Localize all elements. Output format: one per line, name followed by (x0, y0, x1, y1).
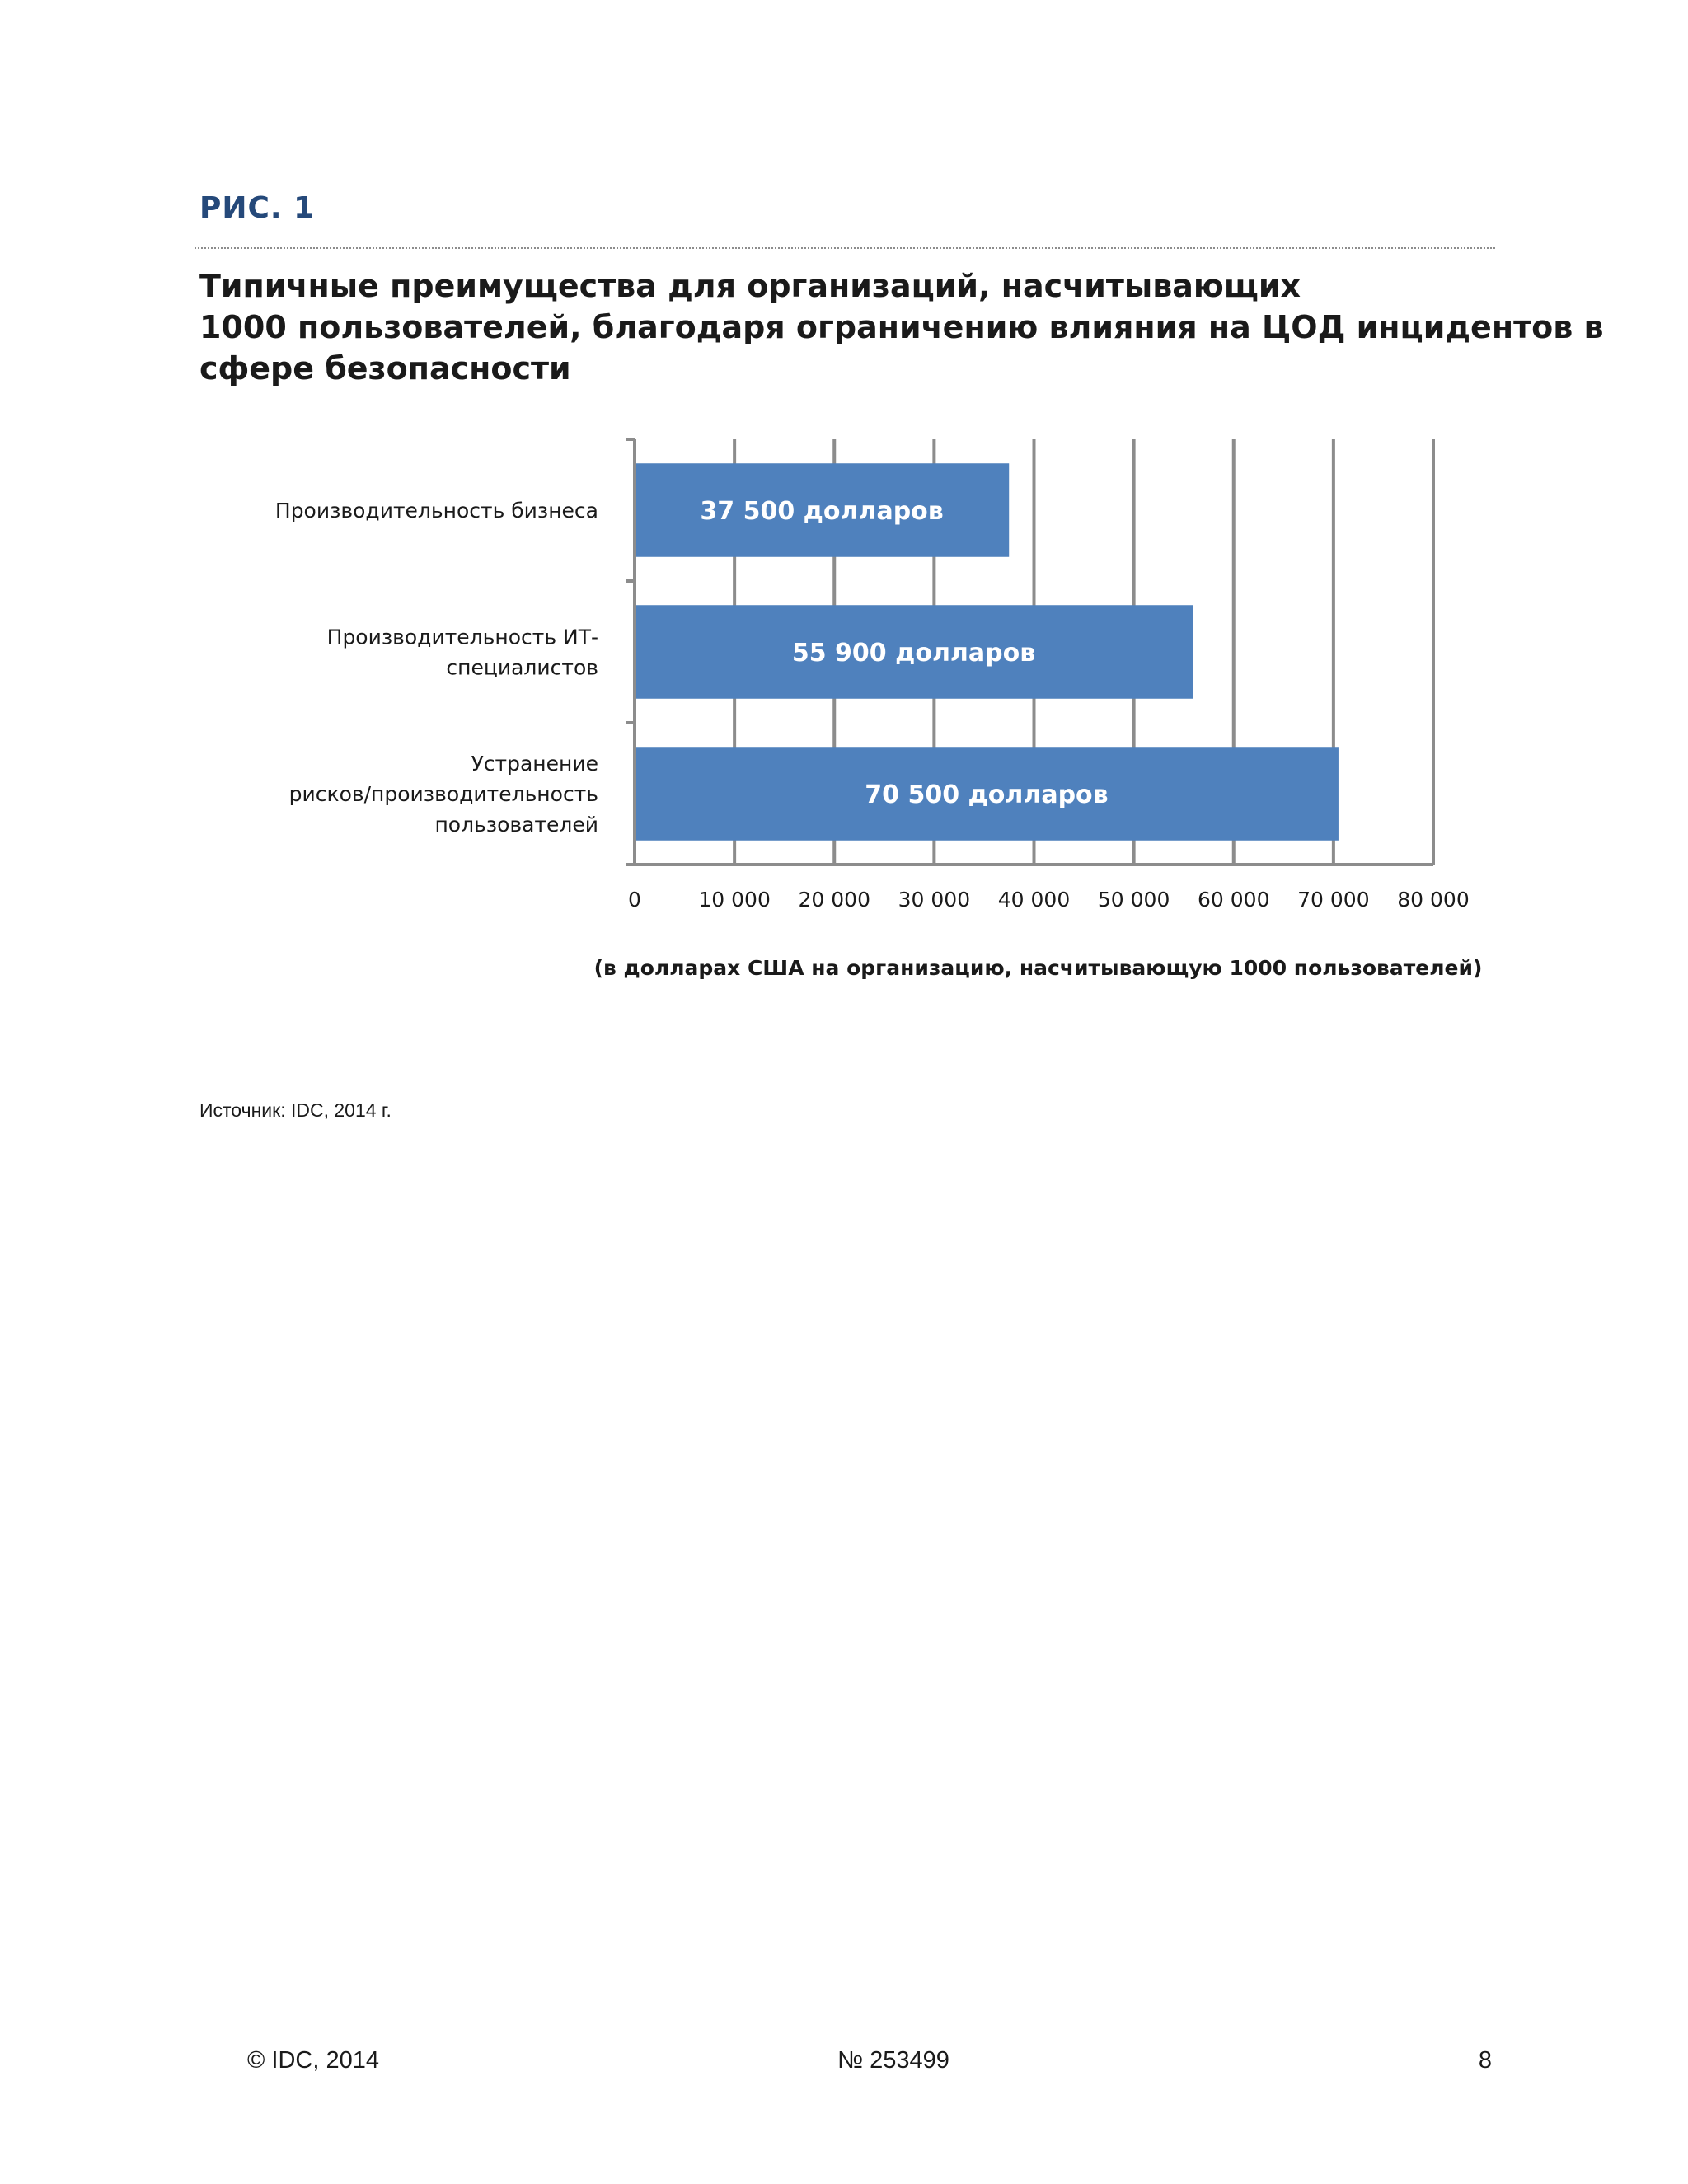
x-tick-label: 60 000 (1198, 888, 1270, 912)
bar-data-label: 70 500 долларов (865, 780, 1109, 809)
x-tick-label: 70 000 (1297, 888, 1370, 912)
bar-chart (0, 0, 1688, 1030)
source-note: Источник: IDC, 2014 г. (199, 1099, 392, 1121)
figure-title-line: 1000 пользователей, благодаря ограничению влияния на ЦОД инцидентов в (199, 309, 1604, 345)
category-label: Производительность ИТ- (326, 625, 598, 649)
footer-copyright: © IDC, 2014 (247, 2047, 379, 2074)
x-tick-label: 20 000 (798, 888, 870, 912)
category-label: пользователей (434, 813, 598, 837)
x-tick-label: 10 000 (698, 888, 771, 912)
figure-label: РИС. 1 (199, 191, 316, 225)
x-tick-label: 40 000 (997, 888, 1071, 912)
category-label: рисков/производительность (288, 782, 598, 806)
figure-title-line: сфере безопасности (199, 350, 571, 387)
text-layer (275, 497, 1483, 980)
bar-data-label: 55 900 долларов (791, 639, 1036, 668)
x-tick-label: 80 000 (1397, 888, 1470, 912)
figure-title-line: Типичные преимущества для организаций, насчитывающих (199, 268, 1301, 304)
bar-data-label: 37 500 долларов (700, 497, 944, 526)
category-label: Производительность бизнеса (274, 499, 598, 523)
footer-page-number: 8 (1478, 2047, 1492, 2074)
x-tick-label: 30 000 (898, 888, 971, 912)
x-axis-title: (в долларах США на организацию, насчитывающую 1000 пользователей) (593, 956, 1483, 980)
category-label: специалистов (446, 655, 598, 680)
x-tick-label: 0 (628, 888, 641, 912)
category-label: Устранение (471, 752, 598, 776)
x-tick-label: 50 000 (1097, 888, 1170, 912)
footer-doc-number: № 253499 (837, 2047, 950, 2074)
